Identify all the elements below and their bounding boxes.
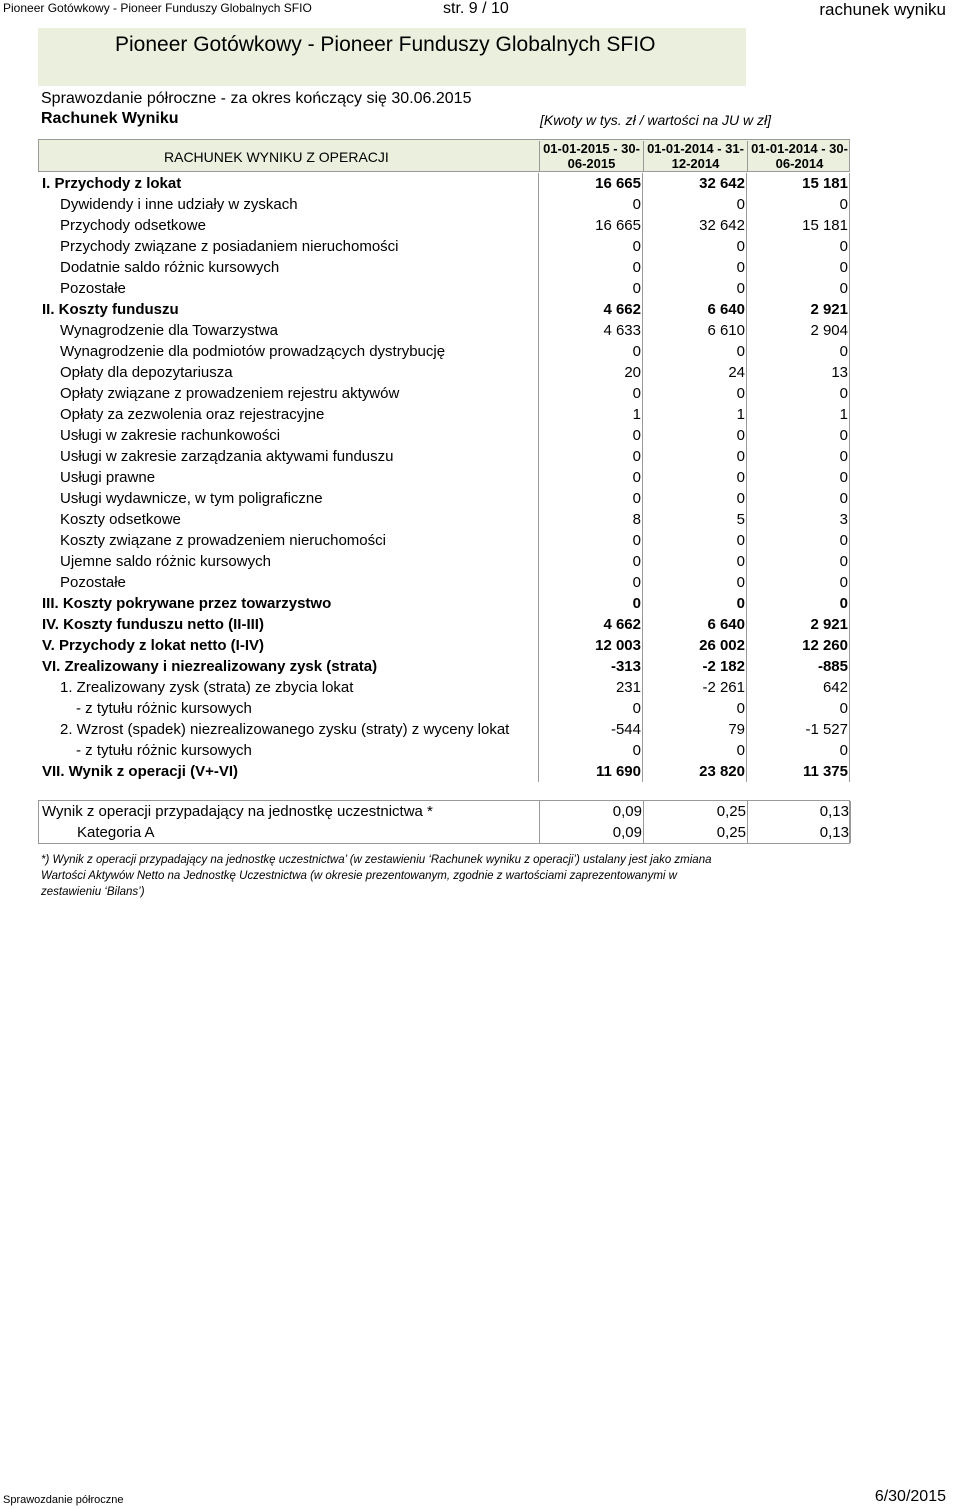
table-row bbox=[38, 404, 850, 425]
row-label: Kategoria A bbox=[77, 824, 155, 841]
row-value-1: 0 bbox=[632, 196, 641, 213]
column-divider bbox=[850, 801, 851, 822]
table-row bbox=[38, 173, 850, 194]
column-divider bbox=[642, 614, 643, 635]
column-header-2: 01-01-2014 - 31- 12-2014 bbox=[643, 141, 747, 171]
row-value-3: 0,13 bbox=[819, 803, 849, 820]
row-value-2: 0 bbox=[736, 553, 745, 570]
row-label: 1. Zrealizowany zysk (strata) ze zbycia lokat bbox=[60, 679, 354, 696]
row-value-1: -313 bbox=[610, 658, 641, 675]
row-label: Przychody odsetkowe bbox=[60, 217, 206, 234]
row-value-1: 0 bbox=[632, 343, 641, 360]
footnote: *) Wynik z operacji przypadający na jednostkę uczestnictwa’ (w zestawieniu ‘Rachunek wyniku z operacji’) ustalany jest jako zmiana Wartości Aktywów Netto na Jednostkę Uczestnictwa (w okresie prezentowanym, zgodnie z wartościami zaprezentowanymi w zestawieniu ‘Bilans’) bbox=[41, 854, 712, 898]
row-value-2: 0 bbox=[736, 469, 745, 486]
column-header-1: 01-01-2015 - 30- 06-2015 bbox=[539, 141, 643, 171]
row-value-3: -885 bbox=[817, 658, 848, 675]
table-row bbox=[38, 488, 850, 509]
row-value-3: 0 bbox=[839, 700, 848, 717]
table-row bbox=[38, 572, 850, 593]
row-value-1: 0 bbox=[632, 427, 641, 444]
table-row bbox=[38, 656, 850, 677]
table-row bbox=[38, 446, 850, 467]
column-divider bbox=[747, 801, 748, 822]
column-divider bbox=[849, 551, 850, 572]
column-divider bbox=[538, 425, 539, 446]
column-divider bbox=[642, 383, 643, 404]
column-divider bbox=[849, 698, 850, 719]
row-value-3: 13 bbox=[831, 364, 848, 381]
column-divider bbox=[538, 614, 539, 635]
row-value-1: 1 bbox=[632, 406, 641, 423]
column-divider bbox=[849, 446, 850, 467]
column-divider bbox=[538, 656, 539, 677]
table-row bbox=[38, 740, 850, 761]
column-divider bbox=[849, 257, 850, 278]
table-row bbox=[38, 341, 850, 362]
column-divider bbox=[746, 236, 747, 257]
column-divider bbox=[849, 572, 850, 593]
column-divider bbox=[746, 194, 747, 215]
column-divider bbox=[538, 698, 539, 719]
column-divider bbox=[849, 467, 850, 488]
row-value-3: 0 bbox=[839, 532, 848, 549]
column-divider bbox=[642, 656, 643, 677]
row-value-3: 12 260 bbox=[802, 637, 848, 654]
row-value-2: 23 820 bbox=[699, 763, 745, 780]
column-divider bbox=[538, 320, 539, 341]
row-value-2: 0 bbox=[736, 343, 745, 360]
row-value-3: 0 bbox=[839, 595, 848, 612]
column-divider bbox=[746, 656, 747, 677]
column-divider bbox=[538, 362, 539, 383]
units-note: [Kwoty w tys. zł / wartości na JU w zł] bbox=[540, 112, 772, 128]
row-value-3: 0,13 bbox=[819, 824, 849, 841]
column-divider bbox=[746, 614, 747, 635]
row-value-2: 0 bbox=[736, 196, 745, 213]
column-divider bbox=[642, 341, 643, 362]
row-value-2: 5 bbox=[736, 511, 745, 528]
row-value-3: 0 bbox=[839, 574, 848, 591]
row-value-1: 20 bbox=[624, 364, 641, 381]
column-divider bbox=[849, 593, 850, 614]
column-divider bbox=[746, 299, 747, 320]
column-divider bbox=[642, 719, 643, 740]
column-divider bbox=[849, 236, 850, 257]
table-row bbox=[38, 677, 850, 698]
row-value-3: 15 181 bbox=[802, 175, 848, 192]
row-label: Opłaty związane z prowadzeniem rejestru aktywów bbox=[60, 385, 400, 402]
column-divider bbox=[643, 822, 644, 843]
column-divider bbox=[746, 257, 747, 278]
row-value-1: -544 bbox=[610, 721, 641, 738]
row-label: Usługi w zakresie rachunkowości bbox=[60, 427, 281, 444]
row-value-1: 0 bbox=[632, 490, 641, 507]
header-doc-title: Pioneer Gotówkowy - Pioneer Funduszy Globalnych SFIO bbox=[3, 1, 312, 15]
column-divider bbox=[642, 488, 643, 509]
column-divider bbox=[642, 467, 643, 488]
row-value-2: 0 bbox=[736, 532, 745, 549]
table-row bbox=[39, 822, 849, 843]
row-value-1: 16 665 bbox=[595, 217, 641, 234]
row-value-3: 0 bbox=[839, 343, 848, 360]
column-divider bbox=[642, 593, 643, 614]
column-divider bbox=[538, 383, 539, 404]
row-value-3: 642 bbox=[822, 679, 848, 696]
row-value-2: 0 bbox=[736, 385, 745, 402]
column-divider bbox=[642, 362, 643, 383]
row-value-3: 0 bbox=[839, 427, 848, 444]
column-divider bbox=[538, 740, 539, 761]
row-value-1: 12 003 bbox=[595, 637, 641, 654]
row-value-3: 0 bbox=[839, 490, 848, 507]
row-value-2: 6 640 bbox=[707, 301, 745, 318]
column-divider bbox=[642, 572, 643, 593]
column-divider bbox=[642, 677, 643, 698]
row-value-1: 4 662 bbox=[603, 301, 641, 318]
column-divider bbox=[746, 404, 747, 425]
row-label: Usługi w zakresie zarządzania aktywami funduszu bbox=[60, 448, 394, 465]
column-divider bbox=[538, 467, 539, 488]
column-divider bbox=[849, 320, 850, 341]
row-value-3: 2 904 bbox=[810, 322, 848, 339]
income-statement-table bbox=[38, 173, 850, 782]
row-value-2: 79 bbox=[728, 721, 745, 738]
row-label: VII. Wynik z operacji (V+-VI) bbox=[42, 763, 239, 780]
column-divider bbox=[539, 822, 540, 843]
column-divider bbox=[538, 593, 539, 614]
row-value-2: 1 bbox=[736, 406, 745, 423]
row-value-2: 6 640 bbox=[707, 616, 745, 633]
row-value-2: 32 642 bbox=[699, 217, 745, 234]
row-value-2: 0 bbox=[736, 259, 745, 276]
table-row bbox=[38, 320, 850, 341]
row-label: Wynagrodzenie dla Towarzystwa bbox=[60, 322, 279, 339]
row-value-3: 0 bbox=[839, 742, 848, 759]
table-row bbox=[39, 801, 849, 822]
row-value-2: 0 bbox=[736, 595, 745, 612]
row-value-2: 0,25 bbox=[716, 824, 746, 841]
row-label: Opłaty dla depozytariusza bbox=[60, 364, 233, 381]
row-value-1: 0 bbox=[632, 448, 641, 465]
table-row bbox=[38, 509, 850, 530]
row-label: Opłaty za zezwolenia oraz rejestracyjne bbox=[60, 406, 325, 423]
column-divider bbox=[849, 425, 850, 446]
row-value-2: 0,25 bbox=[716, 803, 746, 820]
column-divider bbox=[746, 572, 747, 593]
column-divider bbox=[746, 383, 747, 404]
column-divider bbox=[538, 761, 539, 782]
column-divider bbox=[746, 761, 747, 782]
column-divider bbox=[538, 173, 539, 194]
row-label: Pozostałe bbox=[60, 280, 126, 297]
column-divider bbox=[642, 761, 643, 782]
table-header bbox=[38, 139, 850, 172]
fund-name: Pioneer Gotówkowy - Pioneer Funduszy Globalnych SFIO bbox=[115, 33, 656, 56]
row-value-3: 0 bbox=[839, 448, 848, 465]
column-divider bbox=[642, 740, 643, 761]
column-divider bbox=[850, 822, 851, 843]
row-value-3: 0 bbox=[839, 469, 848, 486]
column-divider bbox=[849, 173, 850, 194]
column-divider bbox=[849, 614, 850, 635]
row-value-3: -1 527 bbox=[805, 721, 848, 738]
row-value-2: 0 bbox=[736, 700, 745, 717]
column-divider bbox=[538, 257, 539, 278]
row-value-3: 3 bbox=[839, 511, 848, 528]
column-divider bbox=[538, 677, 539, 698]
row-value-3: 11 375 bbox=[802, 763, 848, 780]
column-divider bbox=[746, 467, 747, 488]
column-divider bbox=[538, 635, 539, 656]
row-value-2: 0 bbox=[736, 490, 745, 507]
row-value-1: 0,09 bbox=[612, 803, 642, 820]
fund-banner bbox=[38, 28, 746, 86]
row-value-3: 2 921 bbox=[810, 616, 848, 633]
table-row bbox=[38, 635, 850, 656]
table-row bbox=[38, 257, 850, 278]
column-divider bbox=[642, 299, 643, 320]
table-row bbox=[38, 551, 850, 572]
table-row bbox=[38, 614, 850, 635]
row-label: II. Koszty funduszu bbox=[42, 301, 179, 318]
column-divider bbox=[849, 341, 850, 362]
row-value-2: 0 bbox=[736, 238, 745, 255]
column-divider bbox=[642, 194, 643, 215]
column-divider bbox=[538, 488, 539, 509]
row-value-2: 0 bbox=[736, 742, 745, 759]
row-value-1: 0 bbox=[632, 553, 641, 570]
column-divider bbox=[642, 404, 643, 425]
row-label: Usługi prawne bbox=[60, 469, 156, 486]
row-value-3: 0 bbox=[839, 280, 848, 297]
row-value-3: 0 bbox=[839, 259, 848, 276]
column-divider bbox=[538, 551, 539, 572]
row-value-2: 0 bbox=[736, 280, 745, 297]
column-divider bbox=[538, 446, 539, 467]
table-row bbox=[38, 299, 850, 320]
column-divider bbox=[538, 278, 539, 299]
column-divider bbox=[849, 530, 850, 551]
column-divider bbox=[642, 173, 643, 194]
column-divider bbox=[642, 698, 643, 719]
column-divider bbox=[538, 236, 539, 257]
row-value-3: 0 bbox=[839, 238, 848, 255]
column-divider bbox=[642, 551, 643, 572]
column-divider bbox=[849, 740, 850, 761]
column-divider bbox=[849, 362, 850, 383]
row-label: Przychody związane z posiadaniem nieruchomości bbox=[60, 238, 399, 255]
column-divider bbox=[746, 635, 747, 656]
row-label: IV. Koszty funduszu netto (II-III) bbox=[42, 616, 264, 633]
column-divider bbox=[746, 320, 747, 341]
column-divider bbox=[849, 509, 850, 530]
row-value-1: 0,09 bbox=[612, 824, 642, 841]
table-row bbox=[38, 425, 850, 446]
column-divider bbox=[849, 488, 850, 509]
column-divider bbox=[642, 236, 643, 257]
row-value-2: 0 bbox=[736, 574, 745, 591]
column-divider bbox=[538, 509, 539, 530]
column-divider bbox=[538, 299, 539, 320]
column-divider bbox=[642, 446, 643, 467]
page-number: str. 9 / 10 bbox=[443, 0, 509, 17]
per-unit-result-table bbox=[38, 800, 850, 844]
row-label: Wynagrodzenie dla podmiotów prowadzących dystrybucję bbox=[60, 343, 446, 360]
column-divider bbox=[538, 719, 539, 740]
table-row bbox=[38, 467, 850, 488]
row-value-2: 24 bbox=[728, 364, 745, 381]
column-divider bbox=[642, 215, 643, 236]
table-row bbox=[38, 593, 850, 614]
column-divider bbox=[538, 404, 539, 425]
column-divider bbox=[746, 740, 747, 761]
column-divider bbox=[538, 194, 539, 215]
row-label: Ujemne saldo różnic kursowych bbox=[60, 553, 271, 570]
section-title: Rachunek Wyniku bbox=[41, 110, 179, 127]
row-value-1: 4 633 bbox=[603, 322, 641, 339]
row-value-3: 15 181 bbox=[802, 217, 848, 234]
column-divider bbox=[849, 299, 850, 320]
row-value-1: 0 bbox=[632, 574, 641, 591]
column-divider bbox=[642, 530, 643, 551]
row-value-1: 0 bbox=[632, 532, 641, 549]
column-divider bbox=[849, 719, 850, 740]
table-row bbox=[38, 383, 850, 404]
table-row bbox=[38, 530, 850, 551]
row-label: 2. Wzrost (spadek) niezrealizowanego zysku (straty) z wyceny lokat bbox=[60, 721, 510, 738]
row-label: VI. Zrealizowany i niezrealizowany zysk (strata) bbox=[42, 658, 378, 675]
column-divider bbox=[849, 278, 850, 299]
row-value-1: 16 665 bbox=[595, 175, 641, 192]
row-value-3: 2 921 bbox=[810, 301, 848, 318]
row-value-1: 0 bbox=[632, 595, 641, 612]
table-row bbox=[38, 278, 850, 299]
row-value-1: 0 bbox=[632, 238, 641, 255]
column-divider bbox=[746, 425, 747, 446]
column-divider bbox=[538, 530, 539, 551]
column-divider bbox=[643, 801, 644, 822]
column-divider bbox=[849, 635, 850, 656]
row-value-2: 32 642 bbox=[699, 175, 745, 192]
column-divider bbox=[849, 215, 850, 236]
column-divider bbox=[849, 194, 850, 215]
row-value-3: 0 bbox=[839, 553, 848, 570]
column-divider bbox=[849, 761, 850, 782]
row-value-2: 0 bbox=[736, 448, 745, 465]
row-value-2: 0 bbox=[736, 427, 745, 444]
column-divider bbox=[849, 404, 850, 425]
column-divider bbox=[642, 320, 643, 341]
row-value-3: 0 bbox=[839, 196, 848, 213]
row-value-1: 0 bbox=[632, 385, 641, 402]
table-row bbox=[38, 719, 850, 740]
row-value-1: 4 662 bbox=[603, 616, 641, 633]
row-value-1: 8 bbox=[632, 511, 641, 528]
table-title: RACHUNEK WYNIKU Z OPERACJI bbox=[164, 149, 389, 165]
column-header-3: 01-01-2014 - 30- 06-2014 bbox=[747, 141, 851, 171]
column-divider bbox=[746, 278, 747, 299]
row-value-2: 26 002 bbox=[699, 637, 745, 654]
row-value-1: 0 bbox=[632, 280, 641, 297]
column-divider bbox=[746, 551, 747, 572]
row-label: III. Koszty pokrywane przez towarzystwo bbox=[42, 595, 332, 612]
row-label: Koszty odsetkowe bbox=[60, 511, 181, 528]
column-divider bbox=[746, 530, 747, 551]
row-value-1: 0 bbox=[632, 469, 641, 486]
row-value-2: -2 261 bbox=[702, 679, 745, 696]
column-divider bbox=[746, 488, 747, 509]
column-divider bbox=[642, 635, 643, 656]
column-divider bbox=[746, 593, 747, 614]
table-row bbox=[38, 194, 850, 215]
column-divider bbox=[849, 383, 850, 404]
column-divider bbox=[849, 677, 850, 698]
table-row bbox=[38, 215, 850, 236]
row-label: - z tytułu różnic kursowych bbox=[76, 742, 252, 759]
row-label: Pozostałe bbox=[60, 574, 126, 591]
row-label: Wynik z operacji przypadający na jednostkę uczestnictwa * bbox=[42, 803, 433, 820]
column-divider bbox=[642, 257, 643, 278]
column-divider bbox=[746, 677, 747, 698]
row-value-3: 0 bbox=[839, 385, 848, 402]
column-divider bbox=[642, 278, 643, 299]
row-label: I. Przychody z lokat bbox=[42, 175, 182, 192]
column-divider bbox=[849, 656, 850, 677]
column-divider bbox=[746, 509, 747, 530]
column-divider bbox=[538, 572, 539, 593]
column-divider bbox=[746, 173, 747, 194]
column-divider bbox=[746, 719, 747, 740]
column-divider bbox=[538, 341, 539, 362]
table-row bbox=[38, 761, 850, 782]
row-label: Dodatnie saldo różnic kursowych bbox=[60, 259, 280, 276]
row-value-1: 0 bbox=[632, 700, 641, 717]
row-value-3: 1 bbox=[839, 406, 848, 423]
report-subtitle: Sprawozdanie półroczne - za okres kończący się 30.06.2015 bbox=[41, 90, 472, 107]
row-label: Usługi wydawnicze, w tym poligraficzne bbox=[60, 490, 323, 507]
header-section-name: rachunek wyniku bbox=[819, 0, 946, 19]
column-divider bbox=[746, 362, 747, 383]
column-divider bbox=[746, 446, 747, 467]
footer-report-type: Sprawozdanie półroczne bbox=[3, 1494, 124, 1506]
row-label: Koszty związane z prowadzeniem nieruchomości bbox=[60, 532, 386, 549]
column-divider bbox=[746, 215, 747, 236]
row-label: Dywidendy i inne udziały w zyskach bbox=[60, 196, 298, 213]
column-divider bbox=[642, 425, 643, 446]
row-value-1: 0 bbox=[632, 742, 641, 759]
column-divider bbox=[539, 801, 540, 822]
row-value-1: 11 690 bbox=[595, 763, 641, 780]
footer-date: 6/30/2015 bbox=[874, 1488, 946, 1505]
row-value-2: 6 610 bbox=[707, 322, 745, 339]
column-divider bbox=[747, 822, 748, 843]
row-value-1: 0 bbox=[632, 259, 641, 276]
column-divider bbox=[538, 215, 539, 236]
row-label: V. Przychody z lokat netto (I-IV) bbox=[42, 637, 264, 654]
column-divider bbox=[746, 341, 747, 362]
table-row bbox=[38, 236, 850, 257]
row-value-2: -2 182 bbox=[702, 658, 745, 675]
table-row bbox=[38, 362, 850, 383]
row-value-1: 231 bbox=[615, 679, 641, 696]
table-row bbox=[38, 698, 850, 719]
row-label: - z tytułu różnic kursowych bbox=[76, 700, 252, 717]
column-divider bbox=[746, 698, 747, 719]
column-divider bbox=[642, 509, 643, 530]
